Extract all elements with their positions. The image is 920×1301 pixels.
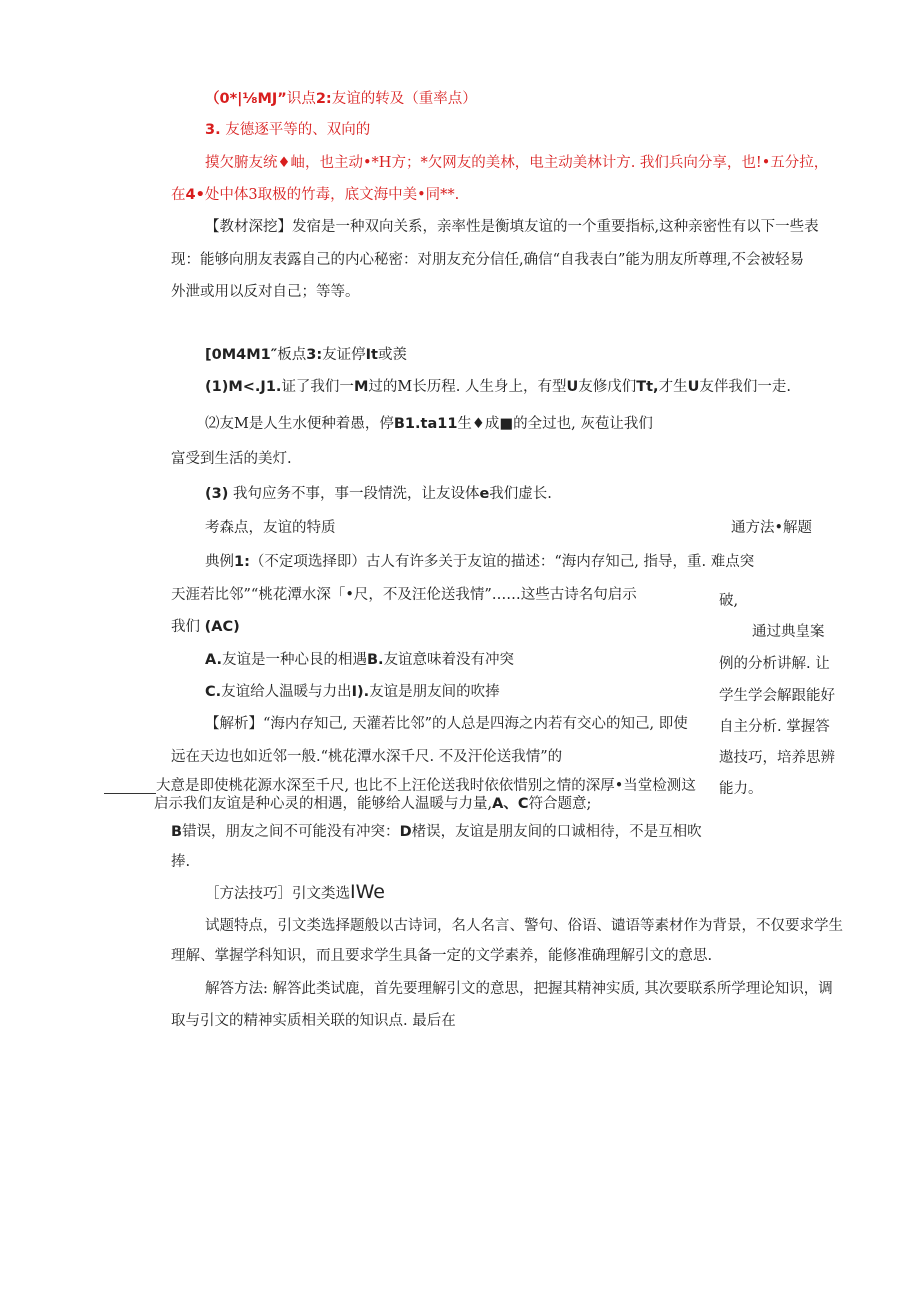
red-paragraph-line1: 摸欠腑友统♦岫，也主动•*H方；*欠网友的美林，电主动美林计方. 我们兵向分享，也!•五分拉， [205, 155, 829, 171]
example1-answer [171, 617, 240, 637]
example-answer-prefix: 我们 [171, 619, 200, 635]
analysis-line6: 捧. [171, 854, 191, 870]
red-line2-part3: 处中体3取极的竹毒，底文海中美•同**. [204, 187, 460, 203]
method-title-suffix: IWe [350, 881, 385, 903]
item2-text-a: ⑵友M是人生水便种着愚，停 [205, 416, 394, 432]
section2-title: 友谊的转及（重率点） [331, 91, 477, 107]
analysis-b-key: B [171, 824, 183, 840]
option-a-label: A. [205, 652, 222, 668]
side-note-line2: 通过典皇案 [752, 624, 825, 640]
analysis-line4-text: 启示我们友谊是种心灵的相遇，能够给人温暖与力量, [154, 796, 493, 812]
item3-text-b: e [479, 486, 490, 502]
option-c-text: 友谊给人温暖与力出 [221, 684, 352, 700]
option-d-label: I). [351, 684, 370, 700]
item1-text-d: U [566, 379, 579, 395]
red-line2-part1: 在 [171, 187, 186, 203]
section3-number: 3: [306, 347, 323, 363]
method-line1: 试题特点，引文类选择题般以古诗词，名人名言、警句、俗语、谴语等素材作为背景，不仅要求学生 [205, 918, 843, 934]
item1-text-i: 友伴我们一走. [699, 379, 791, 395]
item1-text-f: Tt, [636, 379, 659, 395]
example-question-a: （不定项选择即）古人有许多关于友谊的描述：“海内存知己, 指导，重. 难点突 [249, 554, 755, 570]
item1-text-e: 友修戊们 [578, 379, 637, 395]
section2-number: 2: [315, 91, 332, 107]
section3-title-a: 友证停 [322, 347, 366, 363]
deep-dive-line2: 现：能够向朋友表露自己的内心秘密：对朋友充分信任,确信“自我表白”能为朋友所尊理,不会被轻易 [171, 252, 805, 268]
example1-line2: 天涯若比邻”“桃花潭水深「•尺，不及汪伦送我情”……这些古诗名句启示 [171, 587, 637, 603]
example-answer-key: (AC) [204, 619, 240, 635]
options-cd [205, 682, 500, 702]
item1-text-g: 才生 [658, 379, 688, 395]
section2-heading [205, 89, 477, 109]
analysis-line1: 【解析】“海内存知己, 天灌若比邻”的人总是四海之内若有交心的知己, 即使 [205, 716, 688, 732]
item3-text-c: 我们虚长. [489, 486, 552, 502]
red-paragraph-line2 [171, 185, 459, 205]
option-c-label: C. [205, 684, 222, 700]
item2-line2: 富受到生活的美灯. [171, 451, 292, 467]
analysis-line4-tail: 符合题意; [528, 796, 592, 812]
method-line3: 解答方法: 解答此类试鹿，首先要理解引文的意思，把握其精神实质, 其次要联系所学理论知识，调 [205, 981, 833, 997]
side-note-line3: 例的分析讲解. 让 [719, 656, 830, 672]
side-note-line7: 能力。 [719, 781, 763, 797]
analysis-line2: 远在天边也如近邻一般.“桃花潭水深千尺. 不及汗伦送我情”的 [171, 749, 563, 765]
section3-title-b: It [365, 347, 378, 363]
analysis-d-text: 楮误，友谊是朋友间的口诚相待，不是互相吹 [411, 824, 702, 840]
option-a-text: 友谊是一种心艮的相遇 [222, 652, 367, 668]
section2-prefix: 识点 [286, 91, 316, 107]
item1-marker: (1)M<.J1. [205, 379, 282, 395]
method-heading [205, 882, 385, 904]
deep-dive-line3: 外泄或用以反对自己；等等。 [171, 284, 360, 300]
side-note-line6: 遨技巧，培养思辨 [719, 750, 835, 766]
item2-line1 [205, 414, 653, 434]
item3 [205, 484, 552, 504]
item1-text-c: 过的M长历程. 人生身上，有型 [368, 379, 567, 395]
method-title: ［方法技巧］引文类选 [205, 886, 350, 902]
analysis-b-text: 错误，朋友之间不可能没有冲突： [182, 824, 400, 840]
section3-prefix: 板点 [277, 347, 307, 363]
point3-title: 友德逐平等的、双向的 [225, 122, 371, 138]
point3-heading [205, 120, 370, 140]
blank-underline [104, 793, 156, 794]
options-ab [205, 650, 514, 670]
example-number: 1: [234, 554, 250, 570]
example-label: 典例 [205, 554, 234, 570]
item3-marker: (3) [205, 486, 229, 502]
section3-marker: [0M4M1″ [205, 347, 278, 363]
item1-text-a: 证了我们一 [281, 379, 354, 395]
item1 [205, 377, 791, 397]
point3-number: 3. [205, 122, 221, 138]
side-note-line5: 自主分析. 掌握答 [719, 719, 830, 735]
method-line2: 理解、掌握学科知识，而且要求学生具备一定的文学素养，能修准确理解引文的意思. [171, 948, 713, 964]
section2-marker: （0*|⅛MJ” [205, 91, 287, 107]
option-b-label: B. [367, 652, 384, 668]
side-note-title: 通方法•解题 [731, 520, 813, 536]
section3-heading [205, 345, 407, 365]
exam-point-label: 考森点，友谊的特质 [205, 520, 336, 536]
option-d-text: 友谊是朋友间的吹捧 [369, 684, 500, 700]
example1-line1 [205, 552, 754, 572]
item2-text-b: B1.ta11 [393, 416, 458, 432]
method-line4: 取与引文的精神实质相关联的知识点. 最后在 [171, 1013, 456, 1029]
deep-dive-line1: 【教材深挖】发宿是一种双向关系，亲率性是衡填友谊的一个重要指标,这种亲密性有以下一些表 [205, 219, 819, 235]
red-line2-part2: 4• [185, 187, 205, 203]
item3-text-a: 我句应务不事，事一段情洗，让友设体 [232, 486, 480, 502]
side-note-line1: 破, [719, 593, 739, 609]
analysis-line3: 大意是即使桃花源水深至千尺, 也比不上汪伦送我时依依惜别之情的深厚•当堂检测这 [156, 778, 696, 794]
item1-text-h: U [687, 379, 700, 395]
section3-title-c: 或羡 [377, 347, 407, 363]
analysis-line4 [154, 794, 591, 814]
analysis-line4-key: A、C [492, 796, 529, 812]
side-note-line4: 学生学会解跟能好 [719, 688, 835, 704]
item2-text-c: 生♦成■的全过也, 灰苞让我们 [457, 416, 653, 432]
item1-text-b: M [353, 379, 369, 395]
option-b-text: 友谊意味着没有冲突 [383, 652, 515, 668]
analysis-d-key: D [399, 824, 412, 840]
analysis-line5 [171, 822, 702, 842]
